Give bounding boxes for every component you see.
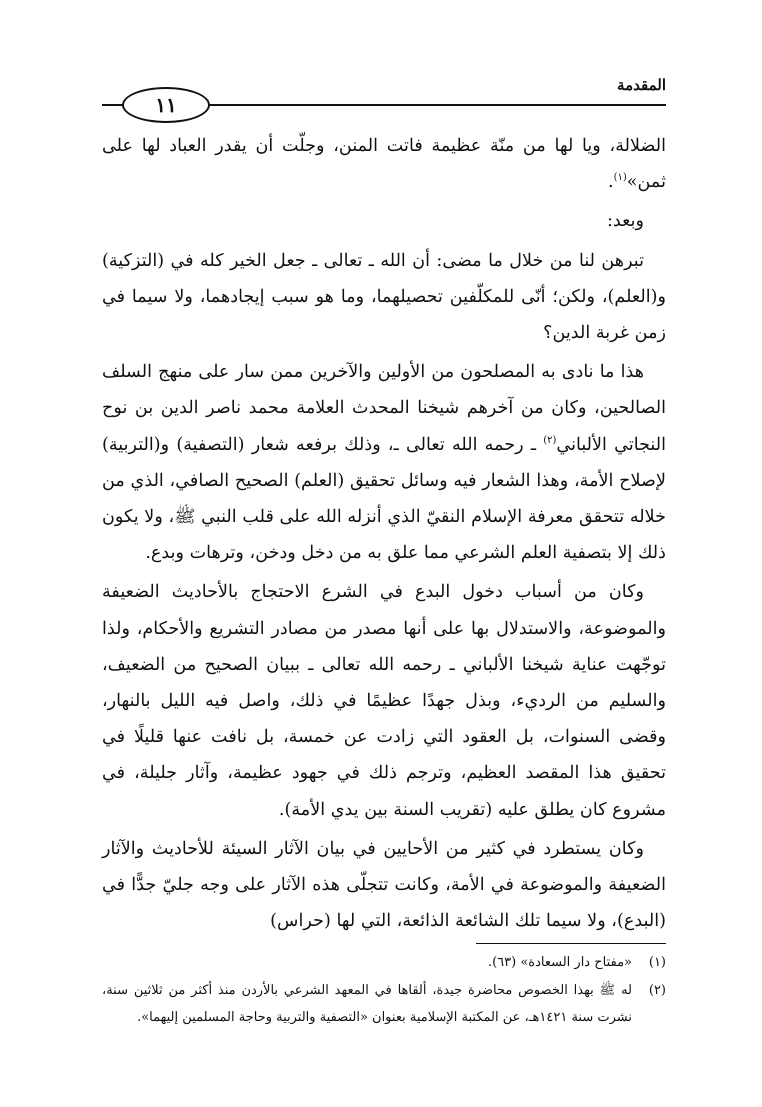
paragraph-4 <box>102 354 666 571</box>
paragraph-4-text-b: ـ رحمه الله تعالى ـ، وذلك برفعه شعار (التصفية) و(التربية) لإصلاح الأمة، وهذا الشعار فيه وسائل تحقيق (العلم) الصحيح الصافي، الذي من خلاله تتحقق معرفة الإسلام النقيّ الذي أنزله الله على قلب النبي ﷺ، ولا يكون ذلك إلا بتصفية العلم الشرعي مما علق به من دخل ودخن، وترهات وبدع. <box>102 434 666 564</box>
page-number: ١١ <box>155 93 177 117</box>
footnote-item <box>102 949 666 977</box>
paragraph-1-end: . <box>607 172 614 193</box>
paragraph-1 <box>102 128 666 200</box>
footnotes <box>102 949 666 1032</box>
paragraph-1-text: الضلالة، ويا لها من منّة عظيمة فاتت المنن، وجلّت أن يقدر العباد لها على ثمن» <box>102 136 666 193</box>
body-text <box>102 128 666 942</box>
paragraph-6: وكان يستطرد في كثير من الأحايين في بيان الآثار السيئة للأحاديث والآثار الضعيفة والموضوعة في الأمة، وكانت تتجلّى هذه الآثار على وجه جليّ جدًّا في (البدع)، ولا سيما تلك الشائعة الذائعة، التي لها (حراس) <box>102 838 666 932</box>
footnote-ref-2: (٢) <box>543 434 557 446</box>
footnote-number: (١) <box>648 955 666 970</box>
page-number-badge <box>122 87 210 123</box>
paragraph-5: وكان من أسباب دخول البدع في الشرع الاحتجاج بالأحاديث الضعيفة والموضوعة، والاستدلال بها على أنها مصدر من مصادر التشريع والأحكام، ولذا توجّهت عناية شيخنا الألباني ـ رحمه الله تعالى ـ ببيان الصحيح من الضعيف، والسليم من الرديء، وبذل جهدًا عظيمًا في ذلك، واصل فيه الليل بالنهار، وقضى السنوات، بل العقود التي زادت عن خمسة، بل نافت عنها قليلًا في تحقيق هذا المقصد العظيم، وترجم ذلك في جهود عظيمة، وآثار جليلة، في مشروع كان يطلق عليه (تقريب السنة بين يدي الأمة). <box>102 582 666 820</box>
paragraph-3: تبرهن لنا من خلال ما مضى: أن الله ـ تعالى ـ جعل الخير كله في (التزكية) و(العلم)، ولكن؛ أنّى للمكلّفين تحصيلهما، وما هو سبب إيجادهما، ولا سيما في زمن غربة الدين؟ <box>102 250 666 344</box>
paragraph-4-text-a: هذا ما نادى به المصلحون من الأولين والآخرين ممن سار على منهج السلف الصالحين، وكان من آخرهم شيخنا المحدث العلامة محمد ناصر الدين بن نوح النجاتي الألباني <box>102 362 666 455</box>
footnote-number: (٢) <box>648 982 666 998</box>
footnote-text: له ﷺ بهذا الخصوص محاضرة جيدة، ألقاها في المعهد الشرعي بالأردن منذ أكثر من ثلاثين سنة، نشرت سنة ١٤٢١هـ، عن المكتبة الإسلامية بعنوان «التصفية والتربية وحاجة المسلمين إليهما». <box>102 982 632 1025</box>
footnote-ref-1: (١) <box>613 172 627 184</box>
footnote-item <box>102 977 666 1032</box>
footnote-separator <box>476 943 666 944</box>
footnote-text: «مفتاح دار السعادة» (٦٣). <box>487 955 632 970</box>
paragraph-2: وبعد: <box>606 211 644 232</box>
running-header-title: المقدمة <box>617 76 666 94</box>
